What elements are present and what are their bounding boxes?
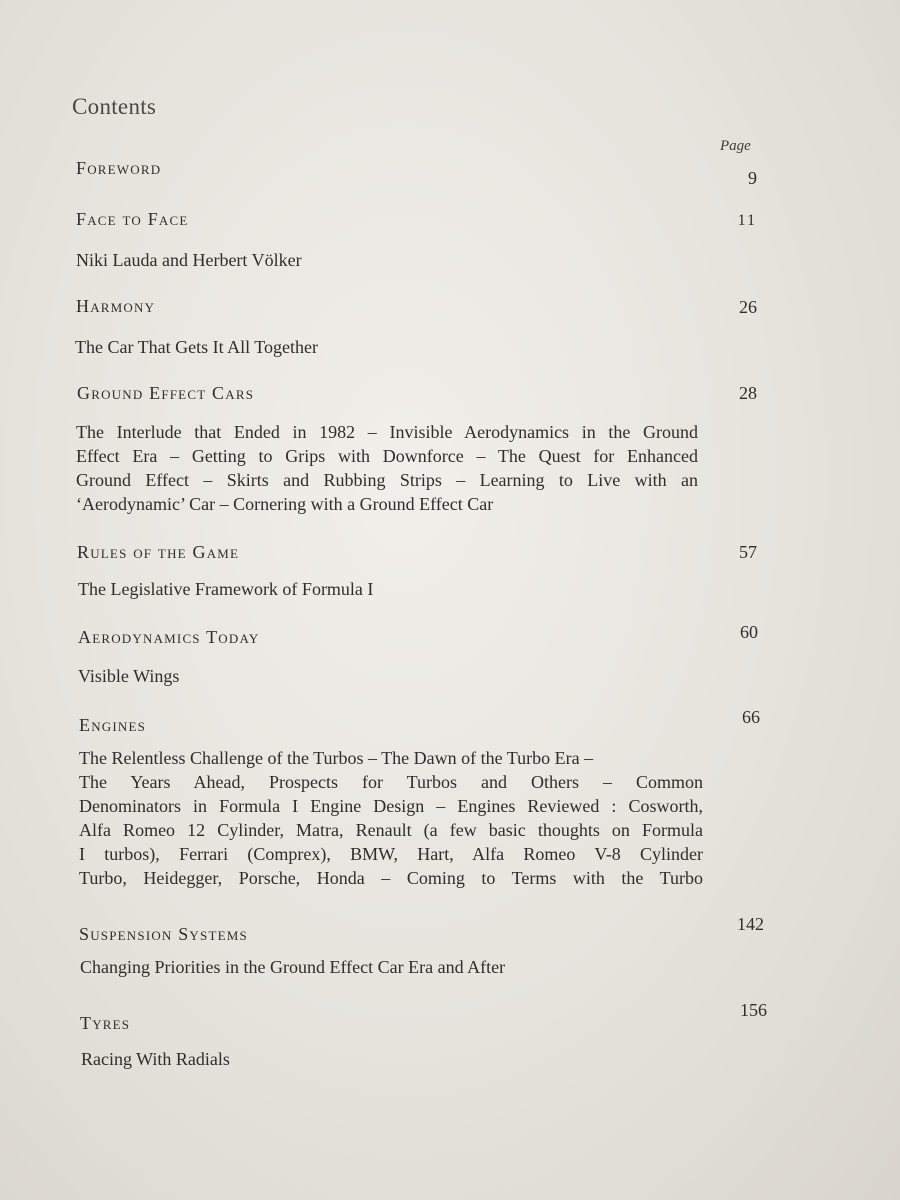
toc-page-aerodynamics-today: 60 <box>740 622 758 642</box>
description-line: Ground Effect – Skirts and Rubbing Strips – Learning to Live with an <box>76 470 698 490</box>
toc-page-tyres: 156 <box>740 1000 767 1020</box>
toc-page-suspension-systems: 142 <box>737 914 764 934</box>
toc-subtitle-suspension-systems: Changing Priorities in the Ground Effect Car Era and After <box>80 957 506 977</box>
description-line: The Interlude that Ended in 1982 – Invisible Aerodynamics in the Ground <box>76 422 698 442</box>
toc-subtitle-rules-of-the-game: The Legislative Framework of Formula I <box>78 579 374 599</box>
toc-heading-tyres: Tyres <box>80 1013 131 1033</box>
toc-heading-suspension-systems: Suspension Systems <box>79 924 248 944</box>
toc-page-engines: 66 <box>742 707 760 727</box>
toc-description-ground-effect-cars <box>76 420 698 516</box>
description-line: Turbo, Heidegger, Porsche, Honda – Coming to Terms with the Turbo <box>79 868 703 888</box>
description-line: The Years Ahead, Prospects for Turbos and Others – Common <box>79 772 703 792</box>
toc-heading-aerodynamics-today: Aerodynamics Today <box>78 627 260 647</box>
description-line: Alfa Romeo 12 Cylinder, Matra, Renault (a few basic thoughts on Formula <box>79 820 703 840</box>
toc-heading-engines: Engines <box>79 715 147 735</box>
page-column-label: Page <box>720 138 751 154</box>
toc-page-harmony: 26 <box>739 297 757 317</box>
description-line: Denominators in Formula I Engine Design – Engines Reviewed : Cosworth, <box>79 796 703 816</box>
toc-subtitle-harmony: The Car That Gets It All Together <box>75 337 319 357</box>
toc-description-engines <box>79 746 703 890</box>
toc-heading-harmony: Harmony <box>76 296 156 316</box>
toc-subtitle-aerodynamics-today: Visible Wings <box>78 666 180 686</box>
description-line: ‘Aerodynamic’ Car – Cornering with a Ground Effect Car <box>76 494 494 514</box>
toc-page-face-to-face: 11 <box>737 212 757 229</box>
toc-heading-foreword: Foreword <box>76 158 162 178</box>
toc-page-foreword: 9 <box>748 168 757 188</box>
description-line: Effect Era – Getting to Grips with Downforce – The Quest for Enhanced <box>76 446 698 466</box>
toc-heading-rules-of-the-game: Rules of the Game <box>77 542 240 562</box>
toc-heading-ground-effect-cars: Ground Effect Cars <box>77 383 255 403</box>
toc-page-ground-effect-cars: 28 <box>739 383 757 403</box>
page-title: Contents <box>72 94 157 119</box>
toc-subtitle-face-to-face: Niki Lauda and Herbert Völker <box>76 250 302 270</box>
description-line: I turbos), Ferrari (Comprex), BMW, Hart, Alfa Romeo V-8 Cylinder <box>79 844 703 864</box>
description-line: The Relentless Challenge of the Turbos – The Dawn of the Turbo Era – <box>79 748 594 768</box>
toc-page-rules-of-the-game: 57 <box>739 542 757 562</box>
toc-heading-face-to-face: Face to Face <box>76 209 189 229</box>
toc-subtitle-tyres: Racing With Radials <box>81 1049 230 1069</box>
